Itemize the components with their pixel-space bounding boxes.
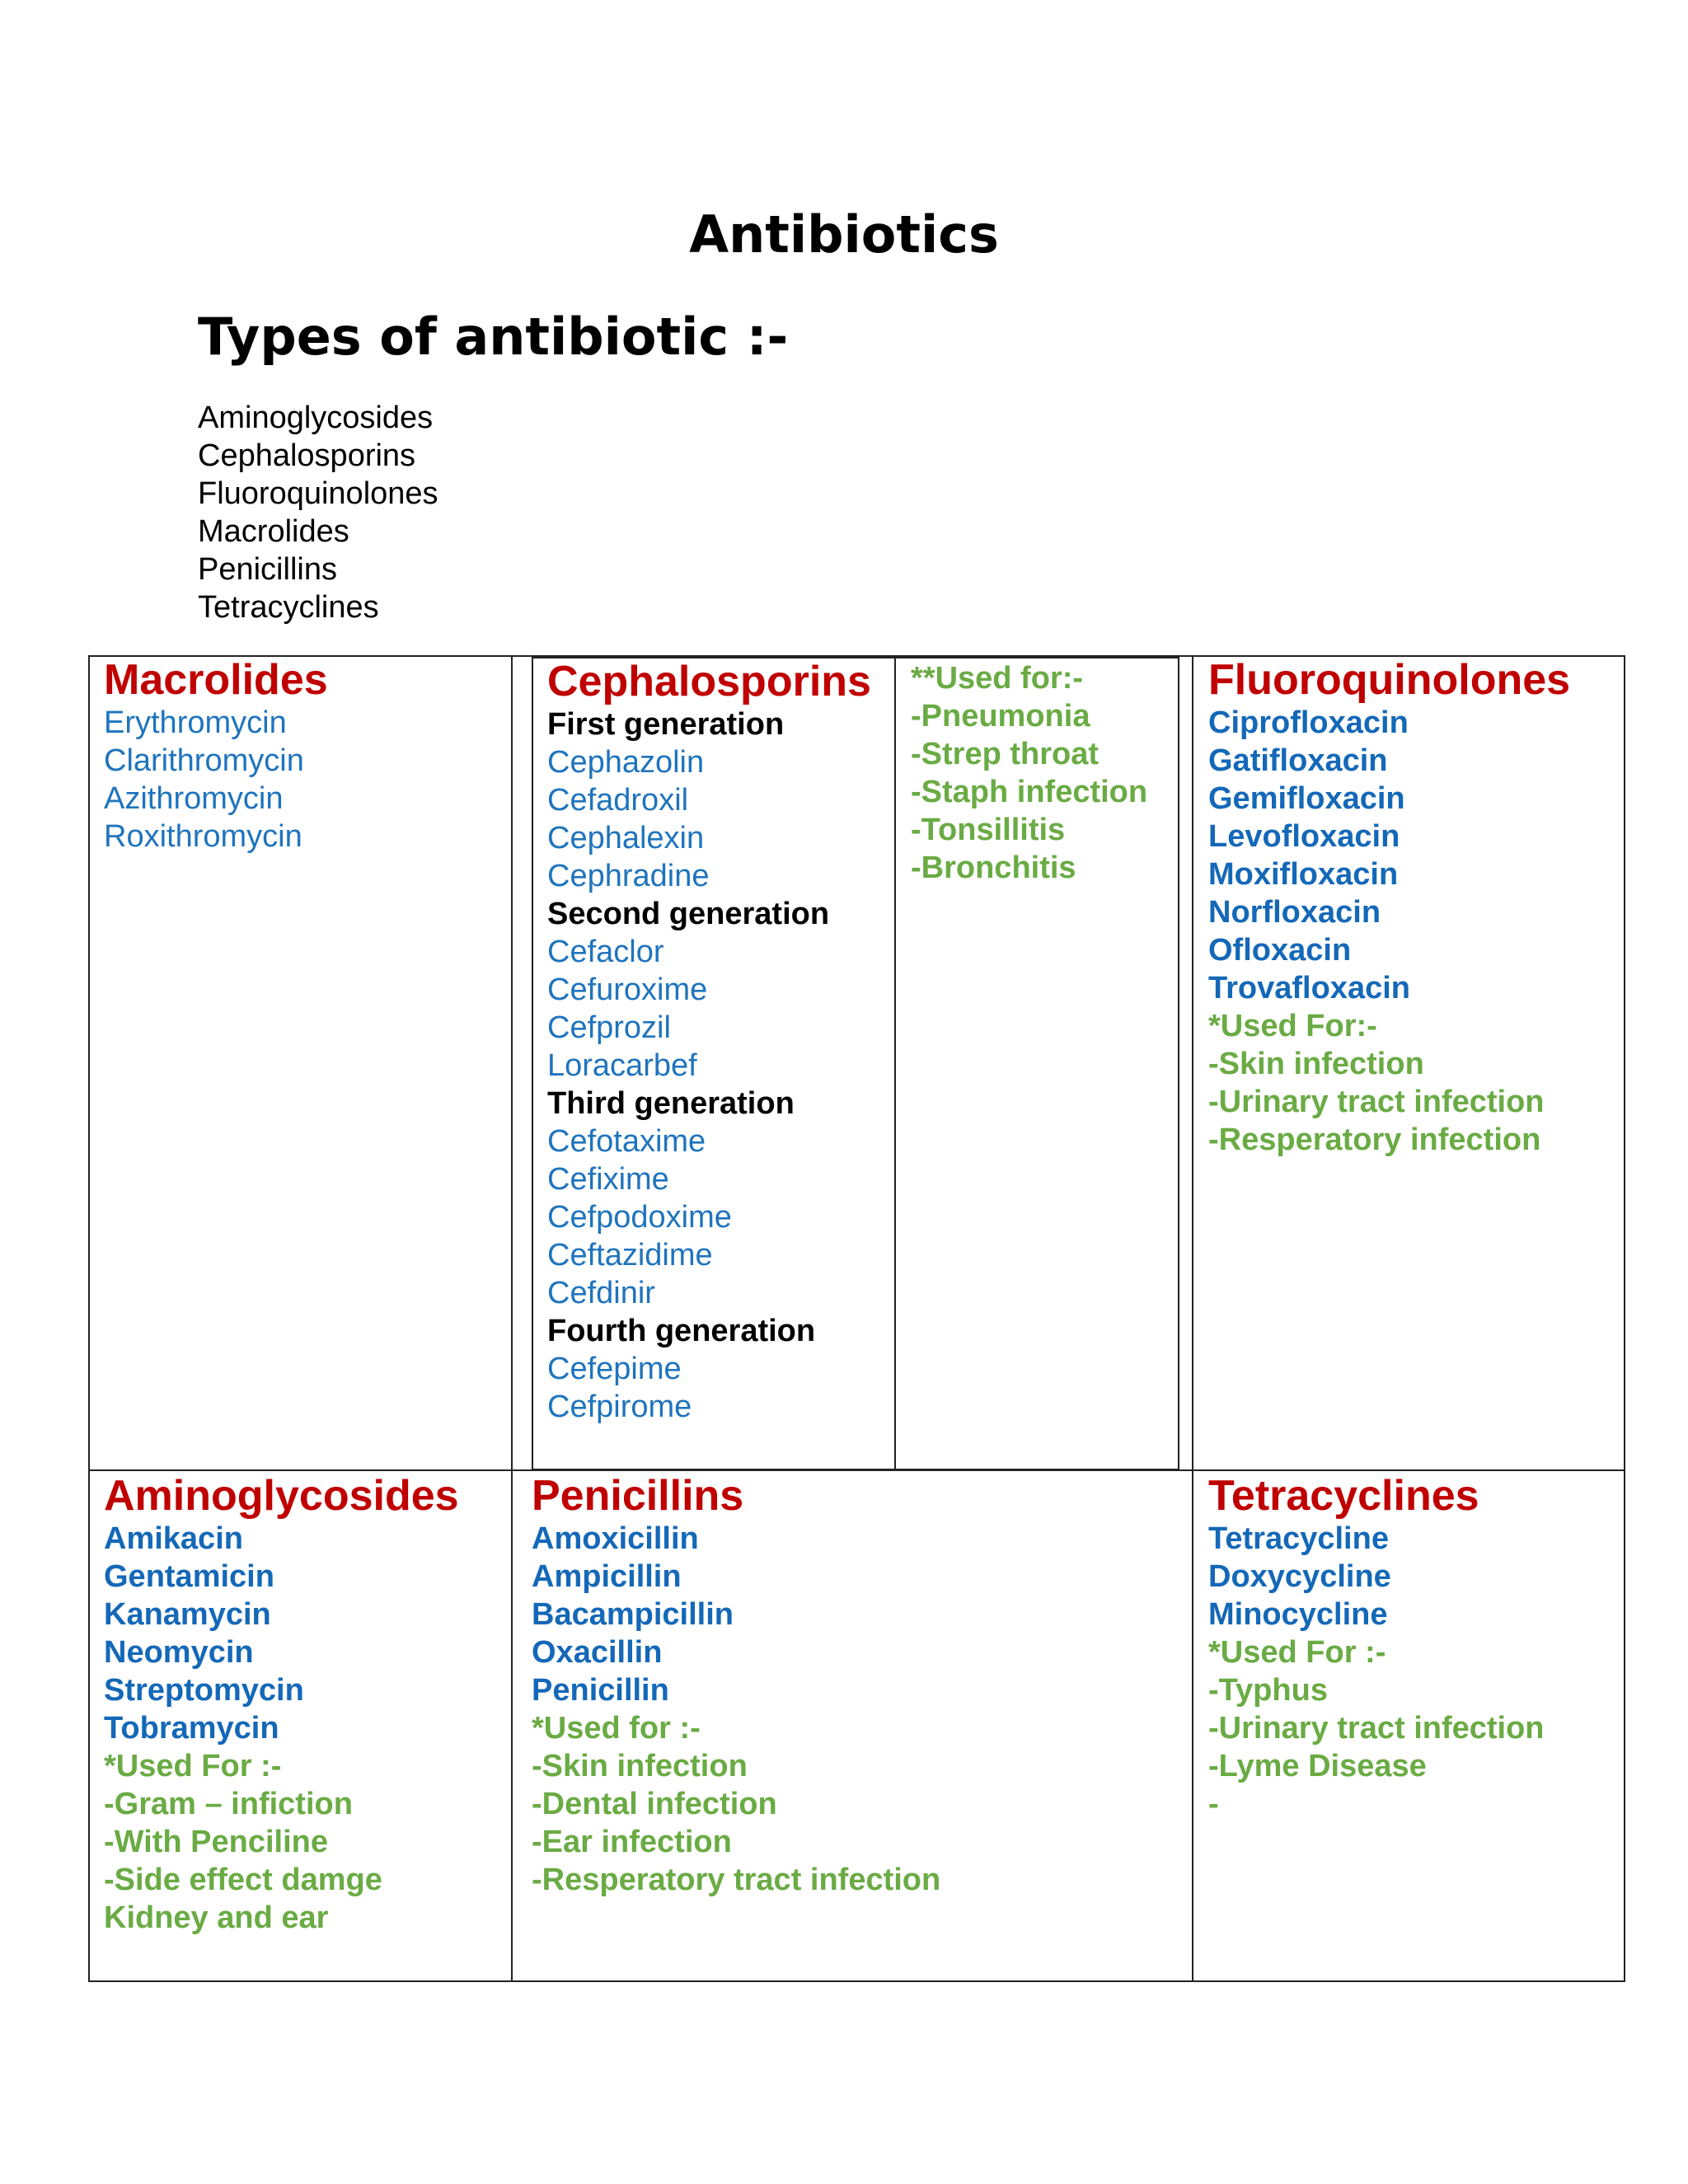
drug-item: Moxifloxacin xyxy=(1208,857,1399,892)
generation-label: First generation xyxy=(547,707,785,742)
use-item: -Ear infection xyxy=(532,1825,732,1859)
drug-item: Loracarbef xyxy=(547,1048,697,1083)
drug-item: Kanamycin xyxy=(104,1597,271,1632)
use-item: **Used for:- xyxy=(911,661,1084,696)
drug-item: Levofloxacin xyxy=(1208,819,1400,854)
list-item: Tetracyclines xyxy=(198,590,379,625)
use-item: -Side effect damge xyxy=(104,1863,382,1897)
drug-item: Ofloxacin xyxy=(1208,933,1352,968)
cell-heading: Fluoroquinolones xyxy=(1208,656,1571,704)
use-item: -Urinary tract infection xyxy=(1208,1085,1545,1119)
use-item: -Dental infection xyxy=(532,1787,777,1821)
list-item: Macrolides xyxy=(198,514,349,549)
use-item: - xyxy=(1208,1787,1219,1821)
penicillins-cell xyxy=(532,1472,940,1899)
use-item: -Staph infection xyxy=(911,775,1148,809)
drug-item: Cefuroxime xyxy=(547,972,708,1007)
list-item: Penicillins xyxy=(198,552,337,587)
drug-item: Streptomycin xyxy=(104,1673,304,1708)
use-item: -Bronchitis xyxy=(911,851,1076,885)
drug-item: Cephazolin xyxy=(547,745,705,780)
use-item: -Skin infection xyxy=(532,1749,748,1783)
cephalosporins-uses xyxy=(911,659,1147,887)
drug-item: Tobramycin xyxy=(104,1711,279,1746)
drug-item: Azithromycin xyxy=(104,781,284,816)
drug-item: Gentamicin xyxy=(104,1559,274,1594)
drug-item: Minocycline xyxy=(1208,1597,1388,1632)
drug-item: Cefaclor xyxy=(547,935,664,969)
macrolides-cell xyxy=(104,656,328,855)
use-item: *Used For :- xyxy=(1208,1635,1386,1670)
drug-item: Cefprozil xyxy=(547,1010,671,1045)
drug-item: Cephradine xyxy=(547,859,710,893)
drug-item: Oxacillin xyxy=(532,1635,663,1670)
drug-item: Cefpirome xyxy=(547,1390,692,1424)
antibiotic-types-list xyxy=(198,399,438,626)
drug-item: Clarithromycin xyxy=(104,743,304,778)
generation-label: Second generation xyxy=(547,897,830,931)
cell-heading: Penicillins xyxy=(532,1472,744,1520)
page-title: Antibiotics xyxy=(689,204,999,265)
cell-heading: Macrolides xyxy=(104,656,328,704)
drug-item: Amikacin xyxy=(104,1521,243,1556)
drug-item: Roxithromycin xyxy=(104,819,302,854)
drug-item: Cefixime xyxy=(547,1162,669,1197)
table-divider xyxy=(1192,655,1193,1982)
drug-item: Cefadroxil xyxy=(547,783,689,818)
drug-item: Cefotaxime xyxy=(547,1124,706,1159)
drug-item: Neomycin xyxy=(104,1635,254,1670)
generation-label: Third generation xyxy=(547,1086,795,1121)
use-item: -Typhus xyxy=(1208,1673,1328,1708)
aminoglycosides-cell xyxy=(104,1472,459,1937)
drug-item: Ampicillin xyxy=(532,1559,682,1594)
fluoroquinolones-cell xyxy=(1208,656,1570,1159)
drug-item: Ceftazidime xyxy=(547,1238,713,1272)
use-item: *Used For :- xyxy=(104,1749,282,1783)
cell-heading: Cephalosporins xyxy=(547,658,871,705)
use-item: -Pneumonia xyxy=(911,699,1090,733)
use-item: -Tonsillitis xyxy=(911,813,1066,847)
drug-item: Trovafloxacin xyxy=(1208,971,1410,1005)
table-divider xyxy=(511,655,513,1982)
drug-item: Cefpodoxime xyxy=(547,1200,732,1235)
use-item: -Resperatory tract infection xyxy=(532,1863,941,1897)
use-item: -With Penciline xyxy=(104,1825,329,1859)
drug-item: Cephalexin xyxy=(547,821,705,855)
drug-item: Penicillin xyxy=(532,1673,669,1708)
use-item: -Skin infection xyxy=(1208,1047,1424,1081)
list-item: Aminoglycosides xyxy=(198,401,434,435)
drug-item: Cefepime xyxy=(547,1352,682,1386)
cell-heading: Tetracyclines xyxy=(1208,1472,1479,1520)
drug-item: Bacampicillin xyxy=(532,1597,734,1632)
use-item: *Used for :- xyxy=(532,1711,701,1746)
tetracyclines-cell xyxy=(1208,1472,1545,1823)
table-divider xyxy=(894,657,896,1470)
drug-item: Erythromycin xyxy=(104,705,287,740)
generation-label: Fourth generation xyxy=(547,1314,816,1348)
use-item: *Used For:- xyxy=(1208,1009,1377,1043)
drug-item: Amoxicillin xyxy=(532,1521,699,1556)
use-item: -Resperatory infection xyxy=(1208,1122,1541,1157)
list-item: Cephalosporins xyxy=(198,438,416,473)
use-item: -Urinary tract infection xyxy=(1208,1711,1545,1746)
list-item: Fluoroquinolones xyxy=(198,476,438,511)
use-item: -Strep throat xyxy=(911,737,1099,771)
use-item: -Gram – infiction xyxy=(104,1787,353,1821)
use-item: -Lyme Disease xyxy=(1208,1749,1427,1783)
cell-heading: Aminoglycosides xyxy=(104,1472,459,1520)
drug-item: Gatifloxacin xyxy=(1208,743,1388,778)
section-subtitle: Types of antibiotic :- xyxy=(198,307,789,367)
drug-item: Tetracycline xyxy=(1208,1521,1389,1556)
drug-item: Cefdinir xyxy=(547,1276,655,1310)
cephalosporins-cell xyxy=(547,658,871,1426)
drug-item: Doxycycline xyxy=(1208,1559,1391,1594)
drug-item: Norfloxacin xyxy=(1208,895,1381,930)
drug-item: Gemifloxacin xyxy=(1208,781,1405,816)
drug-item: Ciprofloxacin xyxy=(1208,705,1409,740)
use-item: Kidney and ear xyxy=(104,1900,329,1935)
